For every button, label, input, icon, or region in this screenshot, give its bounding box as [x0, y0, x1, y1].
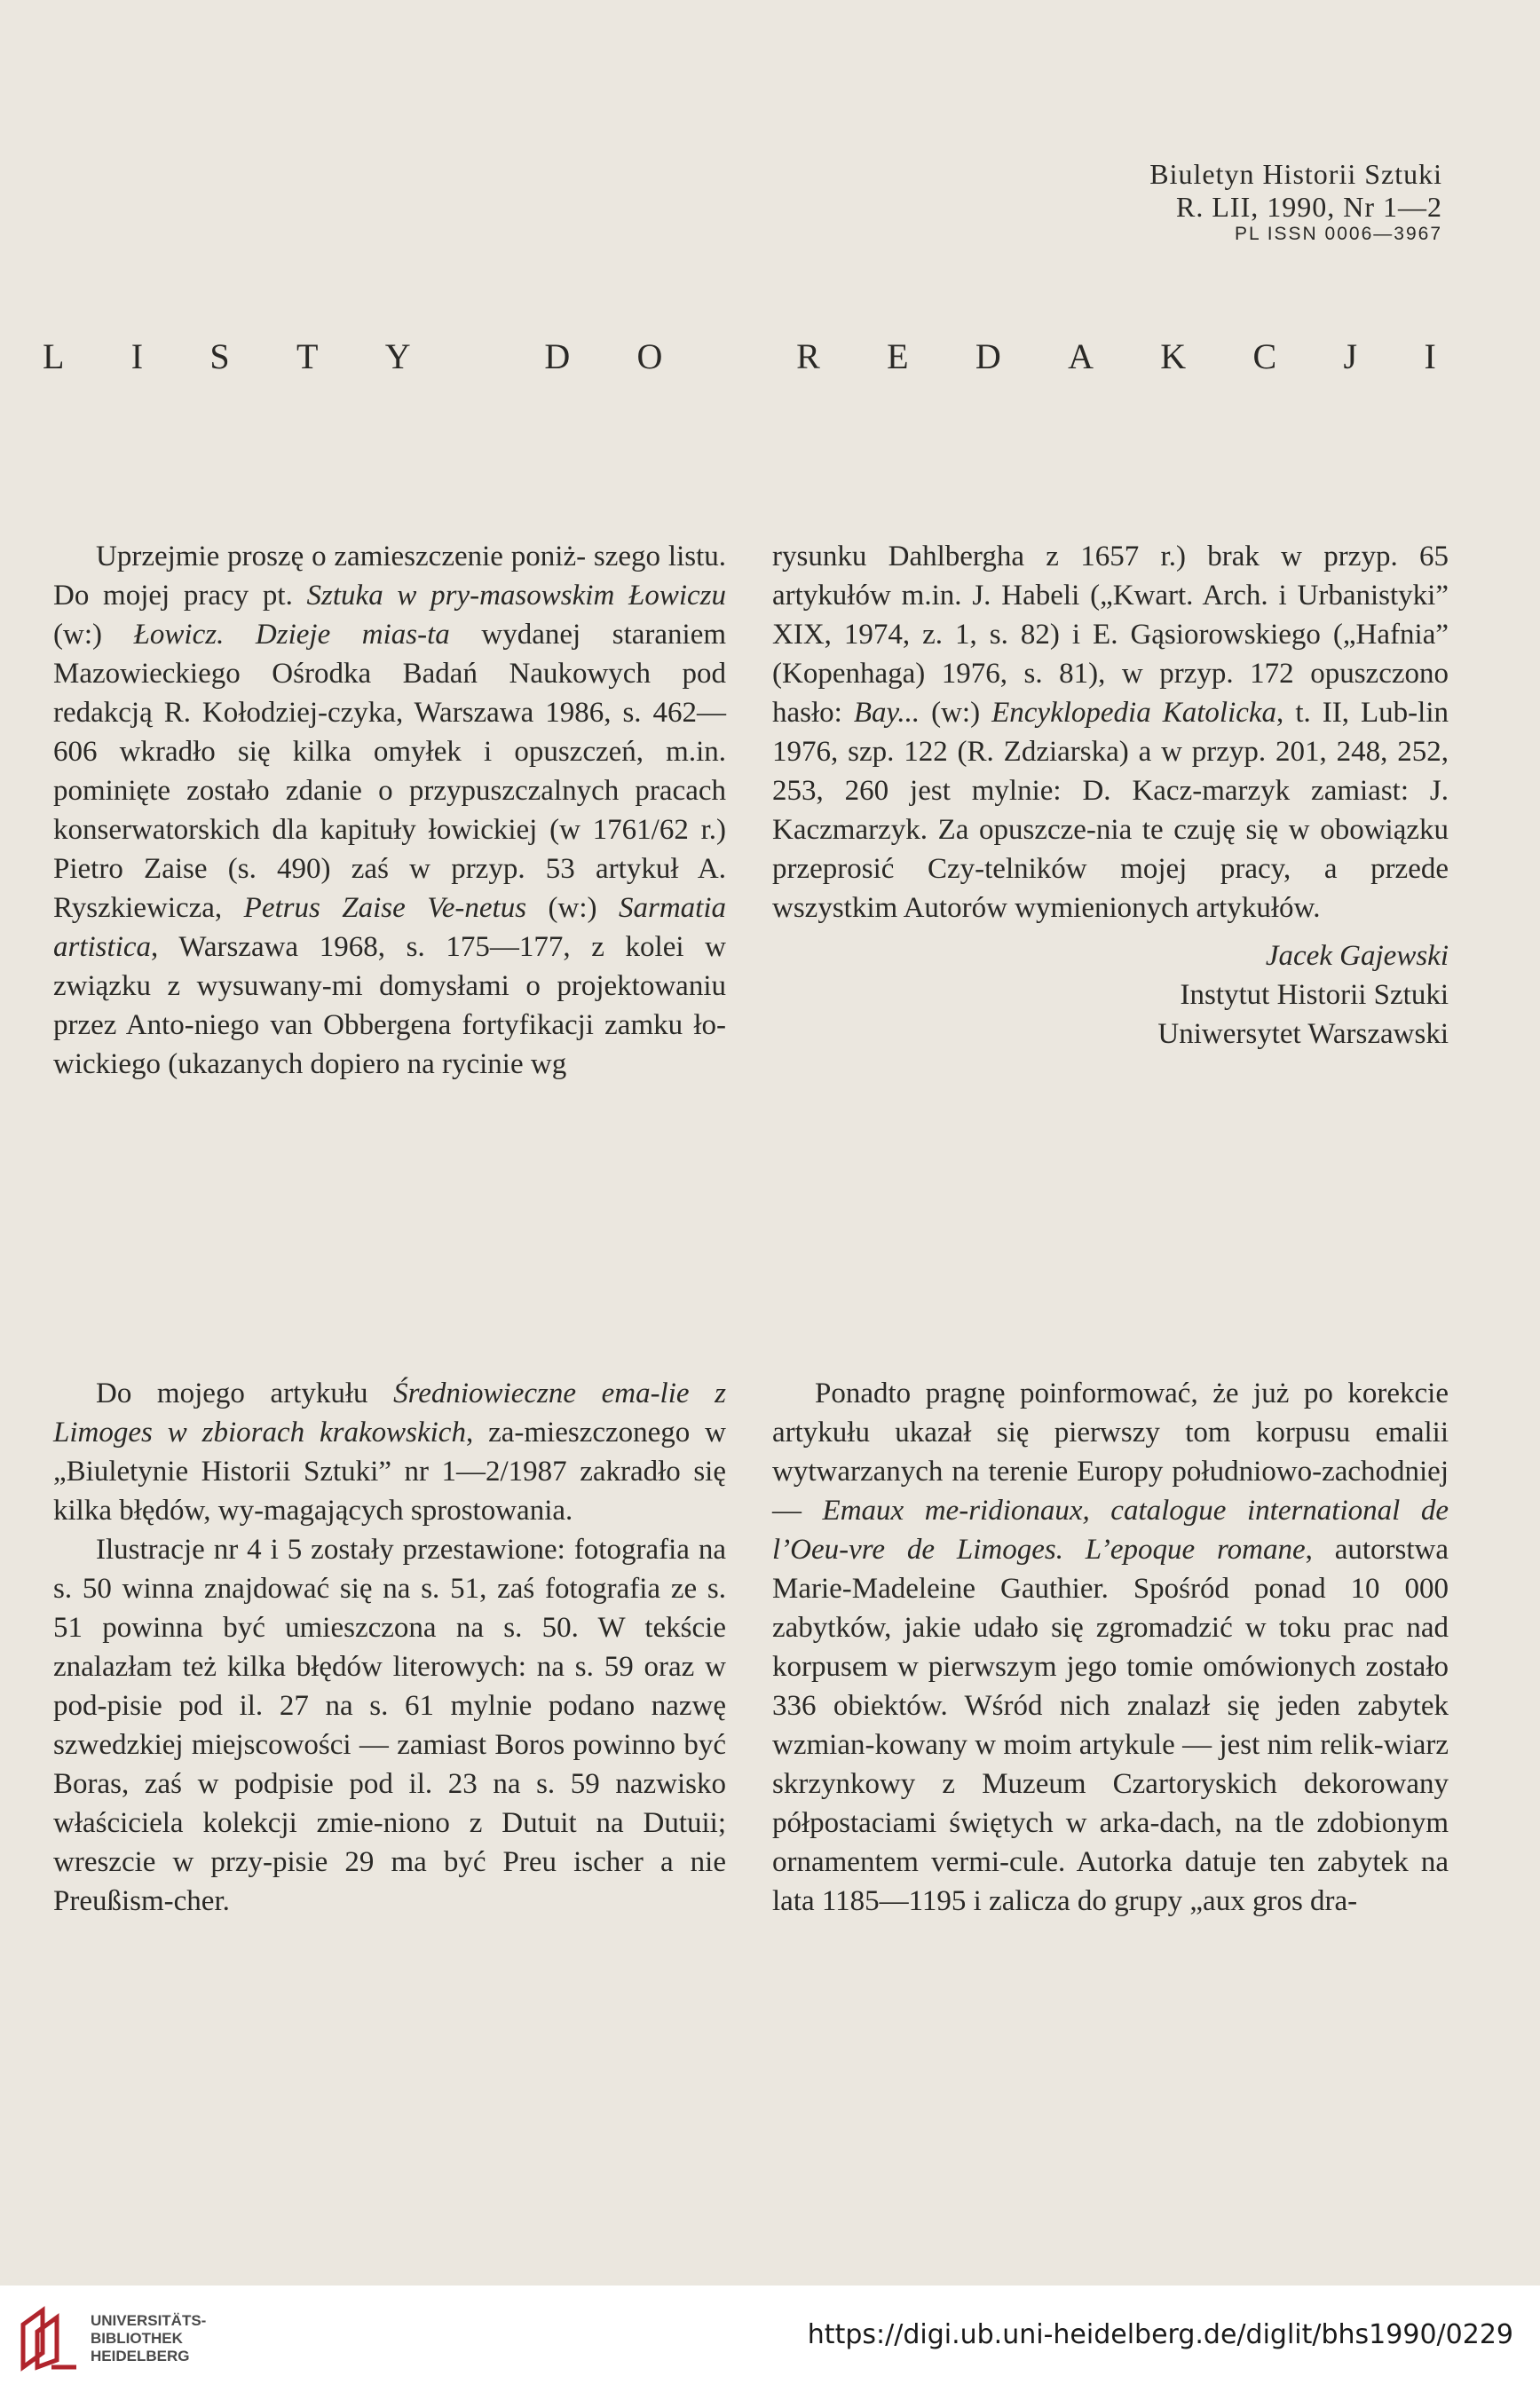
- heading-letter: K: [1160, 336, 1187, 376]
- heading-letter: I: [130, 336, 144, 376]
- letter1-column-left: [53, 537, 726, 1084]
- permalink-url[interactable]: https://digi.ub.uni-heidelberg.de/diglit/bhs1990/0229: [807, 2319, 1513, 2350]
- author-name: Jacek Gajewski: [1265, 940, 1449, 972]
- letter2-paragraph: Ilustracje nr 4 i 5 zostały przestawione: fotografia na s. 50 winna znajdować się na s. 51, zaś fotografia ze s. 51 powinna być umieszczona na s. 50. W tekście znalazłam też kilka błędów literowych: na s. 59 oraz w pod-pisie pod il. 27 na s. 61 mylnie podano nazwę szwedzkiej miejscowości — zamiast Boros powinno być Boras, zaś w podpisie pod il. 23 na s. 59 nazwisko właściciela kolekcji zmie-niono z Dutuit na Dutuii; wreszcie w przy-pisie 29 ma być Preu ischer a nie Preußism-cher.: [53, 1534, 726, 1917]
- digitization-footer: [0, 2285, 1540, 2392]
- letter2-column-right: [772, 1374, 1449, 1921]
- heading-letter: L: [43, 336, 65, 376]
- heading-letter: D: [975, 336, 1001, 376]
- library-logo-icon: [18, 2305, 80, 2372]
- letter2-paragraph: Do mojego artykułu Średniowieczne ema-lie z Limoges w zbiorach krakowskich, za-mieszczonego w „Biuletynie Historii Sztuki” nr 1—2/1987 zakradło się kilka błędów, wy-magających sprostowania.: [53, 1378, 726, 1527]
- letter1-column-right: [772, 537, 1449, 1054]
- letter1-paragraph: Uprzejmie proszę o zamieszczenie poniż- szego listu. Do mojej pracy pt. Sztuka w pry-masowskim Łowiczu (w:) Łowicz. Dzieje mias-ta wydanej staraniem Mazowieckiego Ośrodka Badań Naukowych pod redakcją R. Kołodziej-czyka, Warszawa 1986, s. 462—606 wkradło się kilka omyłek i opuszczeń, m.in. pominięte zostało zdanie o przypuszczalnych pracach konserwatorskich dla kapituły łowickiej (w 1761/62 r.) Pietro Zaise (s. 490) zaś w przyp. 53 artykuł A. Ryszkiewicza, Petrus Zaise Ve-netus (w:) Sarmatia artistica, Warszawa 1968, s. 175—177, z kolei w związku z wysuwany-mi domysłami o projektowaniu przez Anto-niego van Obbergena fortyfikacji zamku ło-wickiego (ukazanych dopiero na rycinie wg: [53, 541, 727, 1080]
- letter1-signature: [772, 936, 1449, 1054]
- author-university: Uniwersytet Warszawski: [1157, 1018, 1449, 1050]
- heading-letter: J: [1343, 336, 1358, 376]
- heading-letter: E: [887, 336, 909, 376]
- heading-letter: I: [1424, 336, 1436, 376]
- author-institute: Instytut Historii Sztuki: [1180, 979, 1449, 1011]
- section-heading: [43, 336, 1436, 377]
- heading-letter: C: [1252, 336, 1277, 376]
- journal-title: Biuletyn Historii Sztuki: [1149, 158, 1442, 190]
- heading-letter: Y: [384, 336, 411, 376]
- journal-issn: PL ISSN 0006—3967: [1234, 223, 1442, 244]
- heading-letter: T: [296, 336, 319, 376]
- heading-letter: A: [1068, 336, 1094, 376]
- heading-letter: R: [796, 336, 820, 376]
- letter2-column-left: [53, 1374, 726, 1921]
- letter1-paragraph-continued: rysunku Dahlbergha z 1657 r.) brak w przyp. 65 artykułów m.in. J. Habeli („Kwart. Arch. i Urbanistyki” XIX, 1974, z. 1, s. 82) i E. Gąsiorowskiego („Hafnia” (Kopenhaga) 1976, s. 81), w przyp. 172 opuszczono hasło: Bay... (w:) Encyklopedia Katolicka, t. II, Lub-lin 1976, szp. 122 (R. Zdziarska) a w przyp. 201, 248, 252, 253, 260 jest mylnie: D. Kacz-marzyk zamiast: J. Kaczmarzyk. Za opuszcze-nia te czuję się w obowiązku przeprosić Czy-telników mojej pracy, a przede wszystkim Autorów wymienionych artykułów.: [772, 541, 1449, 924]
- heading-letter: D: [544, 336, 571, 376]
- heading-letter: S: [209, 336, 230, 376]
- library-name: UNIVERSITÄTS- BIBLIOTHEK HEIDELBERG: [91, 2312, 207, 2364]
- journal-volume: R. LII, 1990, Nr 1—2: [1176, 190, 1442, 223]
- letter2-paragraph: Ponadto pragnę poinformować, że już po korekcie artykułu ukazał się pierwszy tom korpusu emalii wytwarzanych na terenie Europy południowo-zachodniej — Emaux me-ridionaux, catalogue international de l’Oeu-vre de Limoges. L’epoque romane, autorstwa Marie-Madeleine Gauthier. Spośród ponad 10 000 zabytków, jakie udało się zgromadzić w toku prac nad korpusem w pierwszym jego tomie omówionych zostało 336 obiektów. Wśród nich znalazł się jeden zabytek wzmian-kowany w moim artykule — jest nim relik-wiarz skrzynkowy z Muzeum Czartoryskich dekorowany półpostaciami świętych w arka-dach, na tle zdobionym ornamentem vermi-cule. Autorka datuje ten zabytek na lata 1185—1195 i zalicza do grupy „aux gros dra-: [772, 1378, 1449, 1917]
- heading-letter: O: [636, 336, 663, 376]
- journal-masthead: [1149, 158, 1442, 245]
